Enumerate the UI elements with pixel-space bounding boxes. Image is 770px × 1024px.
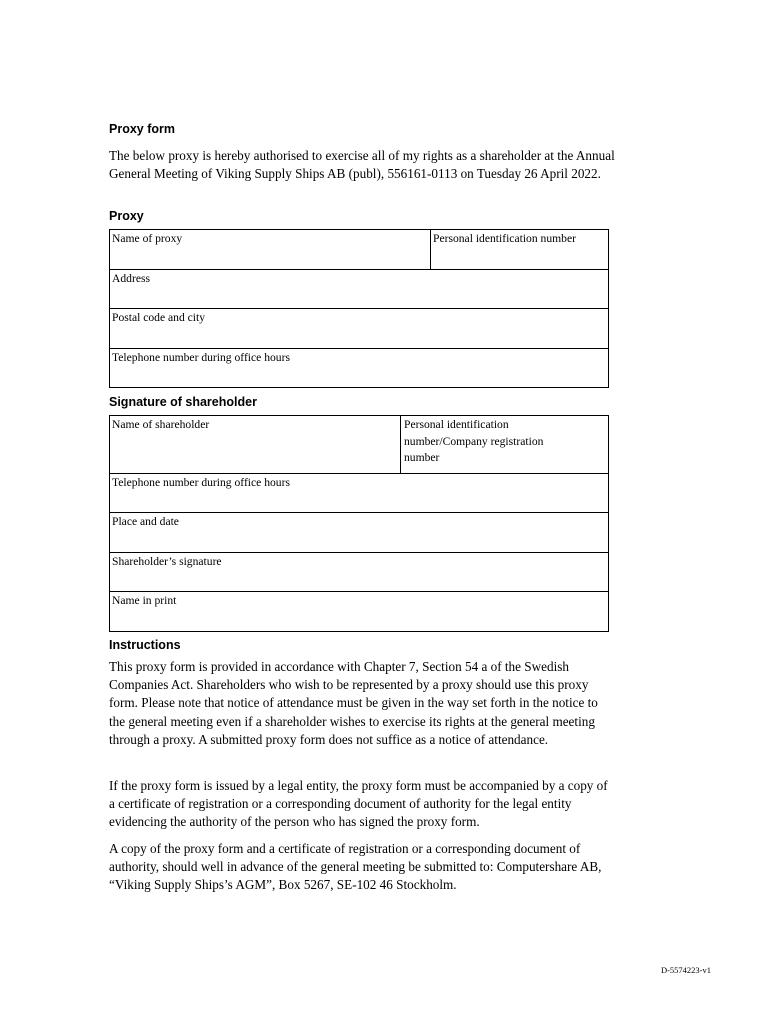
signature-field[interactable]: Shareholder’s signature <box>110 553 609 592</box>
instructions-heading: Instructions <box>109 638 181 652</box>
instructions-paragraph-2: If the proxy form is issued by a legal entity, the proxy form must be accompanied by a copy of a certificate of registration or a corresponding document of authority for the legal entity evidencing the authority of the person who has signed the proxy form. <box>109 778 608 830</box>
proxy-name-field[interactable]: Name of proxy <box>110 230 431 270</box>
shareholder-id-field[interactable]: Personal identification number/Company registration number <box>401 416 609 474</box>
shareholder-heading: Signature of shareholder <box>109 395 257 409</box>
instructions-paragraph-3: A copy of the proxy form and a certificate of registration or a corresponding document of authority, should well in advance of the general meeting be submitted to: Computershare AB, “Viking Supply Ships’s AGM”, Box 5267, SE-102 46 Stockholm. <box>109 841 602 893</box>
shareholder-phone-field[interactable]: Telephone number during office hours <box>110 474 609 513</box>
proxy-phone-field[interactable]: Telephone number during office hours <box>110 349 609 388</box>
shareholder-table <box>109 415 609 632</box>
place-date-field[interactable]: Place and date <box>110 513 609 553</box>
intro-paragraph: The below proxy is hereby authorised to exercise all of my rights as a shareholder at the Annual General Meeting of Viking Supply Ships AB (publ), 556161-0113 on Tuesday 26 April 2022. <box>109 148 615 182</box>
page-title: Proxy form <box>109 122 175 136</box>
name-in-print-field[interactable]: Name in print <box>110 592 609 632</box>
document-reference: D-5574223-v1 <box>660 965 711 975</box>
instructions-paragraph-1: This proxy form is provided in accordance with Chapter 7, Section 54 a of the Swedish Companies Act. Shareholders who wish to be represented by a proxy should use this proxy form. Please note that notice of attendance must be given in the way set forth in the notice to the general meeting even if a shareholder wishes to exercise its rights at the general meeting through a proxy. A submitted proxy form does not suffice as a notice of attendance. <box>109 659 598 747</box>
proxy-address-field[interactable]: Address <box>110 270 609 309</box>
proxy-postal-field[interactable]: Postal code and city <box>110 309 609 349</box>
proxy-heading: Proxy <box>109 209 144 223</box>
proxy-table <box>109 229 609 388</box>
shareholder-name-field[interactable]: Name of shareholder <box>110 416 401 474</box>
proxy-id-field[interactable]: Personal identification number <box>431 230 609 270</box>
